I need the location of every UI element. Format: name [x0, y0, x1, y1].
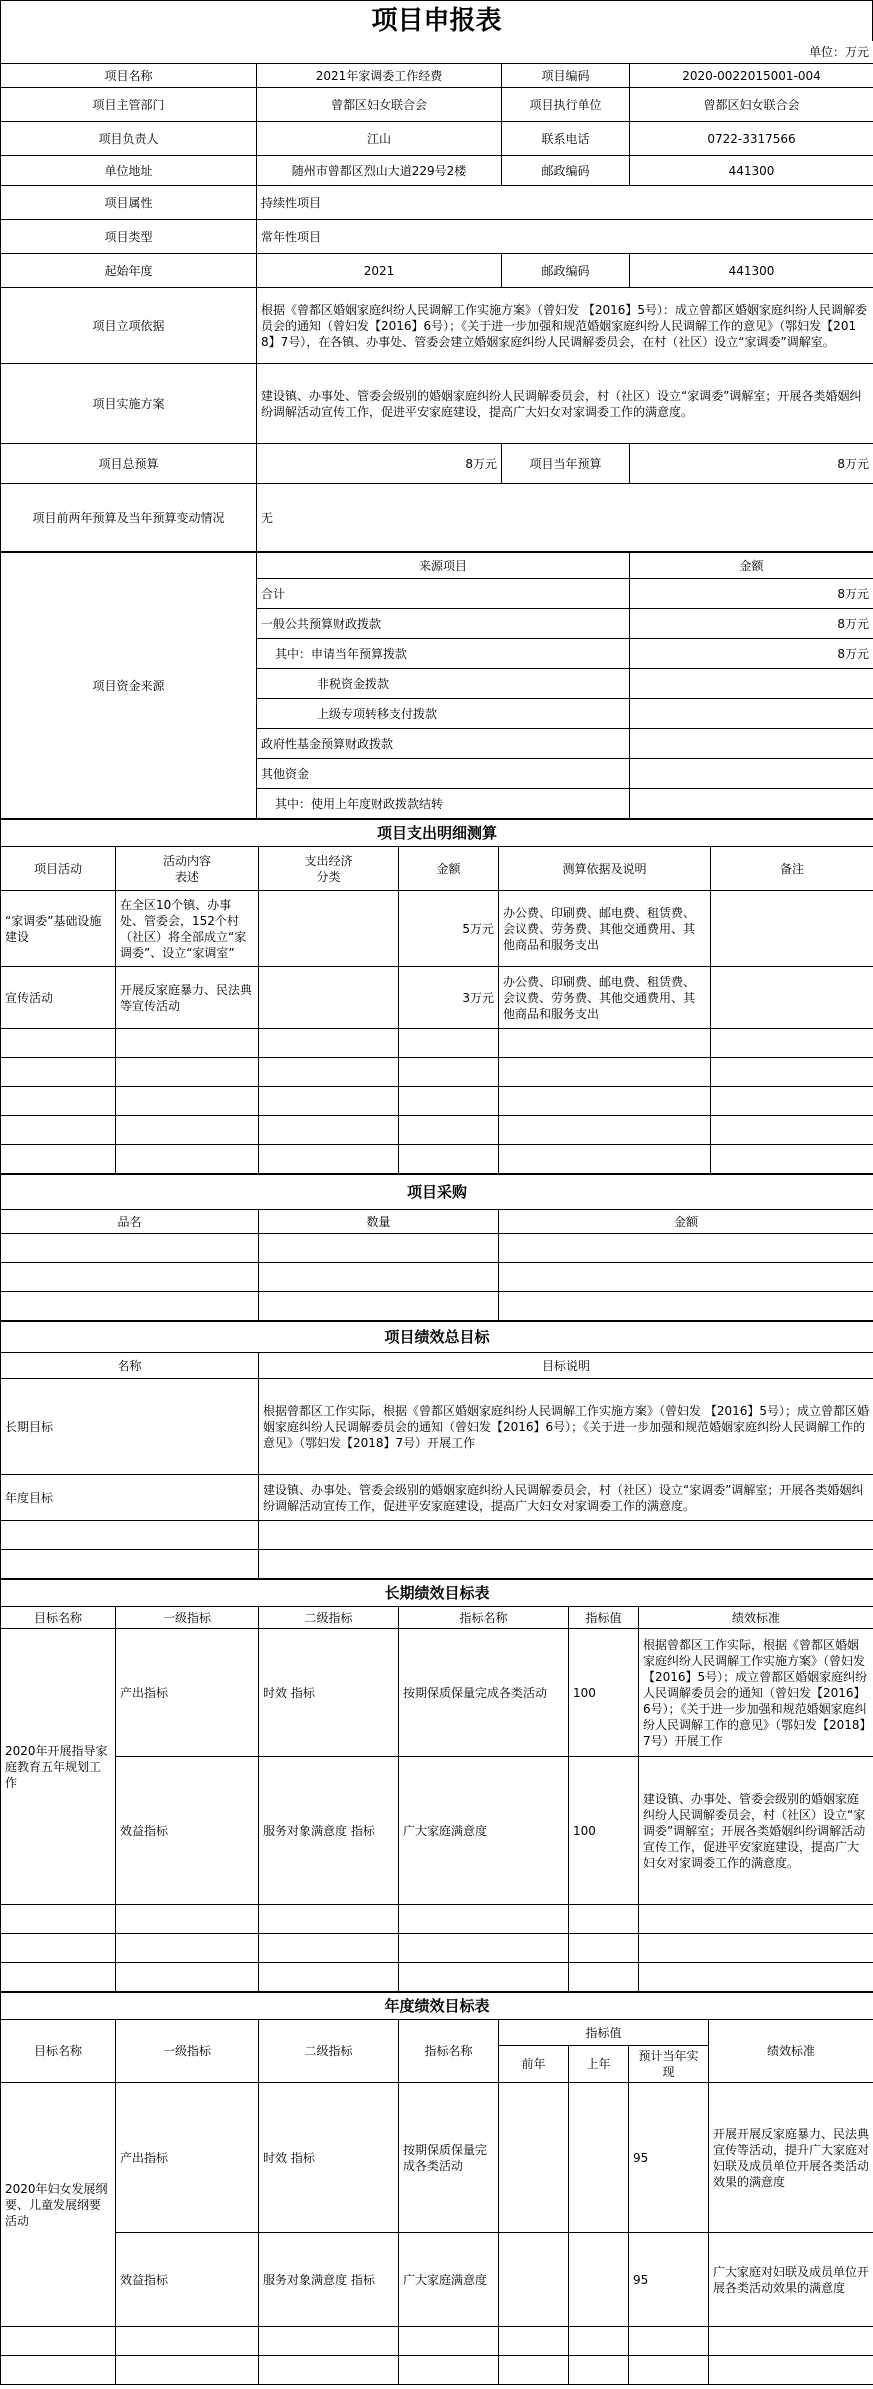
- year-perf-prev2: [499, 2083, 569, 2233]
- fund-row-name: 上级专项转移支付拨款: [257, 699, 630, 729]
- long-perf-name: 广大家庭满意度: [399, 1757, 569, 1905]
- project-name-label: 项目名称: [1, 64, 257, 88]
- year-perf-subheader: 上年: [569, 2046, 629, 2083]
- fund-source-header: 来源项目: [257, 553, 630, 579]
- fund-row-name: 政府性基金预算财政拨款: [257, 729, 630, 759]
- expense-econ: [259, 891, 399, 967]
- year-perf-header: 目标名称: [1, 2020, 116, 2083]
- purchase-table: [0, 1174, 873, 1321]
- long-perf-table: [0, 1579, 873, 1992]
- table-row: [1, 1234, 873, 1263]
- table-row: [1, 1963, 873, 1992]
- long-perf-name: 按期保质保量完成各类活动: [399, 1629, 569, 1757]
- purchase-header: 金额: [499, 1210, 873, 1234]
- exec-unit-value: 曾都区妇女联合会: [630, 88, 873, 122]
- long-perf-value: 100: [569, 1629, 639, 1757]
- long-goal-text: 根据曾都区工作实际，根据《曾都区婚姻家庭纠纷人民调解工作实施方案》（曾妇发 【2016】5号）；成立曾都区婚姻家庭纠纷人民调解委员会的通知（曾妇发【2016】6号）；《关于进一步加强和规范婚姻家庭纠纷人民调解工作的意见》（鄂妇发【2018】7号）开展工作: [259, 1379, 873, 1475]
- perf-total-table: [0, 1321, 873, 1579]
- long-perf-std: 建设镇、办事处、管委会级别的婚姻家庭纠纷人民调解委员会，村（社区）设立“家调委”调解室；开展各类婚姻纠纷调解活动宣传工作，促进平安家庭建设，提高广大妇女对家调委工作的满意度。: [639, 1757, 873, 1905]
- plan-value: 建设镇、办事处、管委会级别的婚姻家庭纠纷人民调解委员会，村（社区）设立“家调委”调解室；开展各类婚姻纠纷调解活动宣传工作，促进平安家庭建设，提高广大妇女对家调委工作的满意度。: [257, 364, 873, 444]
- year-goal-text: 建设镇、办事处、管委会级别的婚姻家庭纠纷人民调解委员会，村（社区）设立“家调委”调解室；开展各类婚姻纠纷调解活动宣传工作，促进平安家庭建设，提高广大妇女对家调委工作的满意度。: [259, 1475, 873, 1521]
- fund-row-amount: [630, 789, 873, 819]
- phone-value: 0722-3317566: [630, 122, 873, 156]
- basis-value: 根据《曾都区婚姻家庭纠纷人民调解工作实施方案》（曾妇发 【2016】5号）：成立曾都区婚姻家庭纠纷人民调解委员会的通知（曾妇发【2016】6号）；《关于进一步加强和规范婚姻家庭纠纷人民调解工作的意见》（鄂妇发【2018】7号），在各镇、办事处、管委会建立婚姻家庭纠纷人民调解委员会，在村（社区）设立“家调委”调解室。: [257, 288, 873, 364]
- address-label: 单位地址: [1, 156, 257, 186]
- zip2-value: 441300: [630, 254, 873, 288]
- expense-content: 在全区10个镇、办事处、管委会，152个村（社区）将全部成立“家调委”、设立“家调室”: [116, 891, 259, 967]
- year-perf-header: 绩效标准: [709, 2020, 873, 2083]
- dept-value: 曾都区妇女联合会: [257, 88, 502, 122]
- year-perf-subheader: 前年: [499, 2046, 569, 2083]
- long-perf-l2: 服务对象满意度 指标: [259, 1757, 399, 1905]
- project-code-value: 2020-0022015001-004: [630, 64, 873, 88]
- fund-row-amount: [630, 759, 873, 789]
- expense-header: 备注: [711, 847, 873, 891]
- attr-label: 项目属性: [1, 186, 257, 220]
- table-row: [1, 1145, 873, 1174]
- year-perf-header: 指标值: [499, 2020, 709, 2046]
- total-budget-value: 8万元: [257, 444, 502, 484]
- form-title: 项目申报表: [0, 0, 873, 41]
- attr-value: 持续性项目: [257, 186, 873, 220]
- fund-row-name: 其中：申请当年预算拨款: [257, 639, 630, 669]
- table-row: [1, 1087, 873, 1116]
- year-perf-l1: 效益指标: [116, 2233, 259, 2327]
- year-perf-target: 2020年妇女发展纲要、儿童发展纲要活动: [1, 2083, 116, 2327]
- long-perf-header: 绩效标准: [639, 1607, 873, 1629]
- expense-basis: 办公费、印刷费、邮电费、租赁费、会议费、劳务费、其他交通费用、其他商品和服务支出: [499, 891, 711, 967]
- fund-row-amount: [630, 729, 873, 759]
- table-row: [1, 1058, 873, 1087]
- fund-row-name: 非税资金拨款: [257, 669, 630, 699]
- year-perf-prev2: [499, 2233, 569, 2327]
- long-perf-l1: 产出指标: [116, 1629, 259, 1757]
- basic-info-table: [0, 41, 873, 552]
- year-perf-header: 二级指标: [259, 2020, 399, 2083]
- expense-amount: 5万元: [399, 891, 499, 967]
- perf-total-header: 名称: [1, 1353, 259, 1379]
- leader-label: 项目负责人: [1, 122, 257, 156]
- fund-row-amount: 8万元: [630, 639, 873, 669]
- table-row: [1, 1263, 873, 1292]
- year-perf-l2: 时效 指标: [259, 2083, 399, 2233]
- expense-header: 活动内容 表述: [116, 847, 259, 891]
- leader-value: 江山: [257, 122, 502, 156]
- fund-row-name: 其他资金: [257, 759, 630, 789]
- year-perf-title: 年度绩效目标表: [1, 1993, 873, 2020]
- long-perf-target: 2020年开展指导家庭教育五年规划工作: [1, 1629, 116, 1905]
- year-perf-header: 一级指标: [116, 2020, 259, 2083]
- fund-row-amount: [630, 669, 873, 699]
- purchase-header: 品名: [1, 1210, 259, 1234]
- budget-change-label: 项目前两年预算及当年预算变动情况: [1, 484, 257, 552]
- table-row: [1, 1550, 873, 1579]
- zip-value: 441300: [630, 156, 873, 186]
- table-row: [1, 2356, 873, 2385]
- fund-source-table: [0, 552, 873, 819]
- start-year-label: 起始年度: [1, 254, 257, 288]
- fund-row-amount: 8万元: [630, 609, 873, 639]
- total-budget-label: 项目总预算: [1, 444, 257, 484]
- budget-change-value: 无: [257, 484, 873, 552]
- expense-header: 项目活动: [1, 847, 116, 891]
- long-perf-header: 目标名称: [1, 1607, 116, 1629]
- perf-total-title: 项目绩效总目标: [1, 1322, 873, 1353]
- dept-label: 项目主管部门: [1, 88, 257, 122]
- year-perf-std: 开展开展反家庭暴力、民法典宣传等活动，提升广大家庭对妇联及成员单位开展各类活动效果的满意度: [709, 2083, 873, 2233]
- expense-activity: “家调委”基础设施建设: [1, 891, 116, 967]
- type-value: 常年性项目: [257, 220, 873, 254]
- perf-total-header: 目标说明: [259, 1353, 873, 1379]
- phone-label: 联系电话: [502, 122, 630, 156]
- year-goal-label: 年度目标: [1, 1475, 259, 1521]
- year-perf-subheader: 预计当年实现: [629, 2046, 709, 2083]
- long-goal-label: 长期目标: [1, 1379, 259, 1475]
- fund-row-name: 合计: [257, 579, 630, 609]
- year-perf-header: 指标名称: [399, 2020, 499, 2083]
- long-perf-l1: 效益指标: [116, 1757, 259, 1905]
- long-perf-header: 二级指标: [259, 1607, 399, 1629]
- expense-note: [711, 967, 873, 1029]
- table-row: [1, 1029, 873, 1058]
- purchase-header: 数量: [259, 1210, 499, 1234]
- expense-econ: [259, 967, 399, 1029]
- table-row: [1, 1905, 873, 1934]
- expense-amount: 3万元: [399, 967, 499, 1029]
- type-label: 项目类型: [1, 220, 257, 254]
- year-perf-cur: 95: [629, 2083, 709, 2233]
- year-perf-cur: 95: [629, 2233, 709, 2327]
- start-year-value: 2021: [257, 254, 502, 288]
- year-perf-l1: 产出指标: [116, 2083, 259, 2233]
- table-row: [1, 1292, 873, 1321]
- year-perf-table: [0, 1992, 873, 2385]
- project-code-label: 项目编码: [502, 64, 630, 88]
- long-perf-title: 长期绩效目标表: [1, 1580, 873, 1607]
- long-perf-value: 100: [569, 1757, 639, 1905]
- basis-label: 项目立项依据: [1, 288, 257, 364]
- unit-label: 单位：万元: [1, 41, 873, 64]
- year-perf-name: 按期保质保量完成各类活动: [399, 2083, 499, 2233]
- expense-table: [0, 819, 873, 1174]
- expense-header: 金额: [399, 847, 499, 891]
- expense-header: 测算依据及说明: [499, 847, 711, 891]
- long-perf-header: 指标值: [569, 1607, 639, 1629]
- fund-row-amount: [630, 699, 873, 729]
- expense-note: [711, 891, 873, 967]
- table-row: [1, 2327, 873, 2356]
- fund-row-name: 其中：使用上年度财政拨款结转: [257, 789, 630, 819]
- expense-title: 项目支出明细测算: [1, 820, 873, 847]
- current-budget-label: 项目当年预算: [502, 444, 630, 484]
- year-perf-std: 广大家庭对妇联及成员单位开展各类活动效果的满意度: [709, 2233, 873, 2327]
- table-row: [1, 1934, 873, 1963]
- expense-header: 支出经济 分类: [259, 847, 399, 891]
- table-row: [1, 1116, 873, 1145]
- fund-amount-header: 金额: [630, 553, 873, 579]
- plan-label: 项目实施方案: [1, 364, 257, 444]
- expense-activity: 宣传活动: [1, 967, 116, 1029]
- table-row: [1, 1521, 873, 1550]
- current-budget-value: 8万元: [630, 444, 873, 484]
- expense-basis: 办公费、印刷费、邮电费、租赁费、会议费、劳务费、其他交通费用、其他商品和服务支出: [499, 967, 711, 1029]
- expense-content: 开展反家庭暴力、民法典等宣传活动: [116, 967, 259, 1029]
- address-value: 随州市曾都区烈山大道229号2楼: [257, 156, 502, 186]
- year-perf-l2: 服务对象满意度 指标: [259, 2233, 399, 2327]
- long-perf-std: 根据曾都区工作实际，根据《曾都区婚姻家庭纠纷人民调解工作实施方案》（曾妇发 【2016】5号）；成立曾都区婚姻家庭纠纷人民调解委员会的通知（曾妇发【2016】6号）；《关于进一步加强和规范婚姻家庭纠纷人民调解工作的意见》（鄂妇发【2018】7号）开展工作: [639, 1629, 873, 1757]
- year-perf-prev: [569, 2083, 629, 2233]
- project-name-value: 2021年家调委工作经费: [257, 64, 502, 88]
- long-perf-header: 指标名称: [399, 1607, 569, 1629]
- zip-label: 邮政编码: [502, 156, 630, 186]
- exec-unit-label: 项目执行单位: [502, 88, 630, 122]
- zip2-label: 邮政编码: [502, 254, 630, 288]
- year-perf-name: 广大家庭满意度: [399, 2233, 499, 2327]
- fund-row-amount: 8万元: [630, 579, 873, 609]
- purchase-title: 项目采购: [1, 1175, 873, 1210]
- long-perf-l2: 时效 指标: [259, 1629, 399, 1757]
- fund-source-label: 项目资金来源: [1, 553, 257, 819]
- long-perf-header: 一级指标: [116, 1607, 259, 1629]
- fund-row-name: 一般公共预算财政拨款: [257, 609, 630, 639]
- year-perf-prev: [569, 2233, 629, 2327]
